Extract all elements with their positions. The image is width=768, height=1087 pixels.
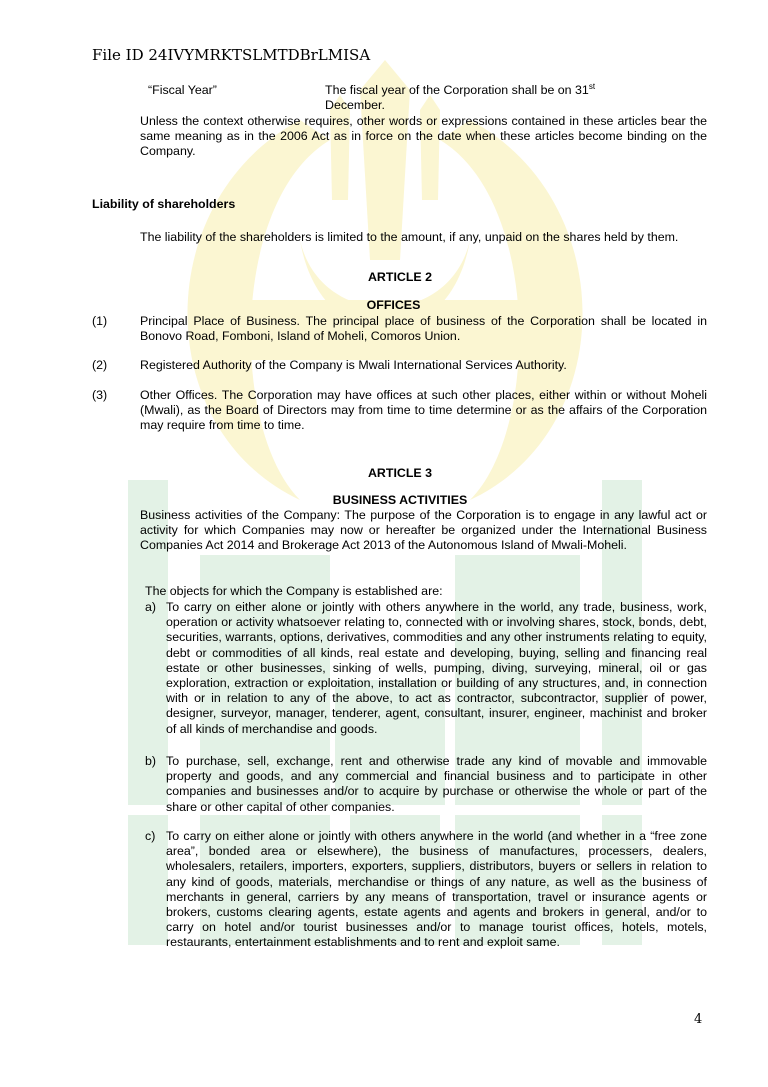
article2-subtitle: OFFICES xyxy=(366,298,421,312)
file-id-header: File ID 24IVYMRKTSLMTDBrLMISA xyxy=(92,46,371,64)
article2-item-text: Other Offices. The Corporation may have offices at such other places, either within or without Moheli (Mwali), as the Board of Directors may from time to time determine or as the affairs of the Corporation may require from time to time. xyxy=(140,388,707,433)
article3-intro: Business activities of the Company: The purpose of the Corporation is to engage in any lawful act or activity for which Companies may now or hereafter be organized under the International Business Companies Act 2014 and Brokerage Act 2013 of the Autonomous Island of Mwali-Moheli. xyxy=(140,508,707,553)
article2-item-number: (3) xyxy=(92,388,108,402)
definition-text-cont: December. xyxy=(325,98,385,113)
object-text: To purchase, sell, exchange, rent and otherwise trade any kind of movable and immovable property and goods, and any commercial and financial business and to participate in other companies and businesses and/or to acquire by purchase or otherwise the whole or part of the share or other capital of other companies. xyxy=(166,754,707,814)
interpretation-paragraph: Unless the context otherwise requires, other words or expressions contained in these articles bear the same meaning as in the 2006 Act as in force on the date when these articles become binding on the Company. xyxy=(140,114,707,159)
object-label: a) xyxy=(145,600,157,614)
object-text: To carry on either alone or jointly with others anywhere in the world (and whether in a “free zone area”, bonded area or elsewhere), the business of manufactures, processers, dealers, wholesalers, retailers, importers, exporters, suppliers, distributors, buyers or sellers in relation to any kind of goods, materials, merchandise or things of any nature, as well as the business of merchants in general, carriers by any means of transportation, travel or insurance agents or brokers, customs clearing agents, estate agents and agents and brokers in general, and/or to carry on hotel and/or tourist businesses and/or to manage tourist offices, hotels, motels, restaurants, entertainment establishments and to rent and exploit same. xyxy=(166,829,707,950)
article3-subtitle: BUSINESS ACTIVITIES xyxy=(332,493,468,507)
article2-title: ARTICLE 2 xyxy=(367,270,433,284)
definition-superscript: st xyxy=(588,82,596,91)
page-number: 4 xyxy=(694,1012,703,1027)
liability-heading: Liability of shareholders xyxy=(92,197,236,211)
object-label: c) xyxy=(145,829,156,843)
definition-text-main: The fiscal year of the Corporation shall be on 31 xyxy=(325,83,589,97)
article2-item-text: Registered Authority of the Company is Mwali International Services Authority. xyxy=(140,358,567,372)
article2-item-text: Principal Place of Business. The principal place of business of the Corporation shall be located in Bonovo Road, Fomboni, Island of Moheli, Comoros Union. xyxy=(140,314,707,344)
objects-intro: The objects for which the Company is established are: xyxy=(145,584,443,598)
definition-text xyxy=(325,83,710,113)
liability-text: The liability of the shareholders is limited to the amount, if any, unpaid on the shares held by them. xyxy=(140,230,679,244)
article2-item-number: (1) xyxy=(92,314,108,328)
article3-title: ARTICLE 3 xyxy=(367,466,433,480)
object-text: To carry on either alone or jointly with others anywhere in the world, any trade, business, work, operation or activity whatsoever relating to, connected with or involving shares, stock, bonds, debt, securities, warrants, options, derivatives, commodities and any other instruments relating to equity, debt or commodities of all kinds, real estate and developing, buying, selling and financing real estate or other businesses, sinking of wells, pumping, diving, surveying, mineral, oil or gas exploration, extraction or exploitation, installation or building of any structures, and, in connection with or in relation to any of the above, to act as contractor, subcontractor, supplier of power, designer, surveyor, manager, tenderer, agent, consultant, insurer, engineer, machinist and broker of all kinds of merchandise and goods. xyxy=(166,600,707,736)
article2-item-number: (2) xyxy=(92,358,108,372)
object-label: b) xyxy=(145,754,157,768)
definition-term: “Fiscal Year” xyxy=(148,83,217,97)
